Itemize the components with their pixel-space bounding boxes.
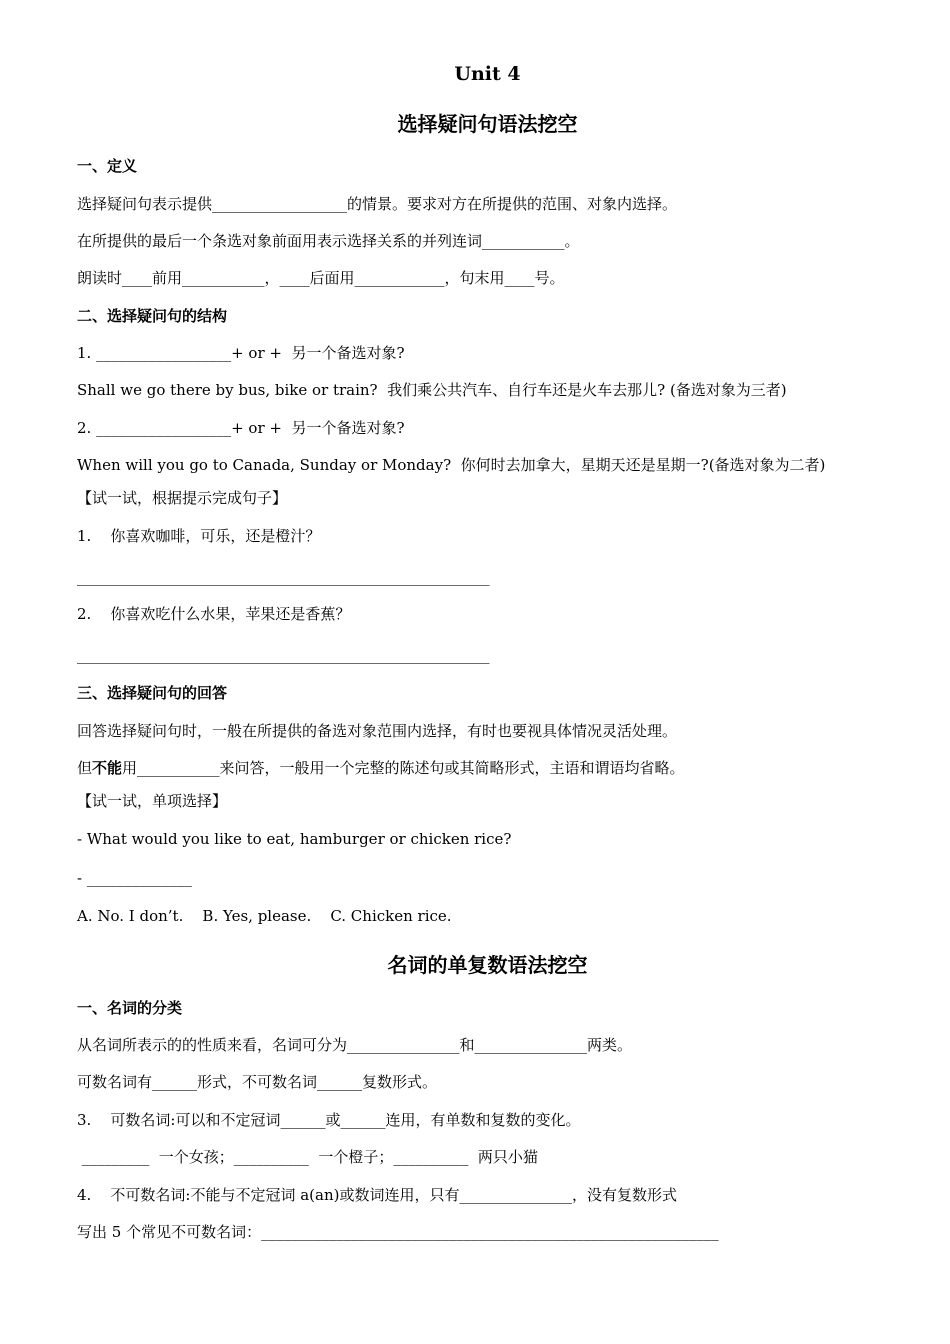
text-line: 1. __________________+ or + 另一个备选对象? (77, 344, 405, 362)
text-prefix: 但 (77, 759, 93, 777)
exercise-question: - What would you like to eat, hamburger or chicken rice? (77, 830, 512, 848)
answer-line[interactable]: - ______________ (77, 869, 192, 887)
text-line: 3. 可数名词:可以和不定冠词______或______连用，有单数和复数的变化。 (77, 1111, 581, 1129)
heading-definition: 一、定义 (77, 157, 138, 175)
heading-answers: 三、选择疑问句的回答 (77, 684, 228, 702)
answer-line[interactable]: _______________________________________________________ (77, 568, 490, 586)
exercise-label: 【试一试，单项选择】 (77, 792, 228, 810)
exercise-question: 1. 你喜欢咖啡，可乐，还是橙汁？ (77, 527, 321, 545)
text-line (77, 758, 685, 778)
text-line: 可数名词有______形式，不可数名词______复数形式。 (77, 1073, 438, 1091)
bold-emphasis: 不能 (92, 759, 123, 777)
text-line: 写出 5 个常见不可数名词：_____________________________________________________________ (77, 1223, 719, 1241)
section-title-nouns: 名词的单复数语法挖空 (387, 953, 588, 977)
section-title-choice-questions: 选择疑问句语法挖空 (397, 112, 578, 136)
answer-options: A. No. I don’t. B. Yes, please. C. Chicken rice. (77, 907, 452, 925)
exercise-question: 2. 你喜欢吃什么水果，苹果还是香蕉？ (77, 605, 351, 623)
text-line: _________ 一个女孩；__________ 一个橙子；__________ 两只小猫 (77, 1148, 538, 1166)
text-line: 从名词所表示的的性质来看，名词可分为_______________和_______________两类。 (77, 1036, 633, 1054)
exercise-label: 【试一试，根据提示完成句子】 (77, 489, 288, 507)
text-line: 朗读时____前用___________，____后面用____________，句末用____号。 (77, 269, 565, 287)
heading-noun-classification: 一、名词的分类 (77, 999, 183, 1017)
text-line: 4. 不可数名词:不能与不定冠词 a(an)或数词连用，只有_______________，没有复数形式 (77, 1186, 677, 1204)
unit-title: Unit 4 (454, 63, 521, 85)
text-line: When will you go to Canada, Sunday or Monday? 你何时去加拿大，星期天还是星期一?(备选对象为二者) (77, 456, 826, 474)
answer-line[interactable]: _______________________________________________________ (77, 646, 490, 664)
text-line: 选择疑问句表示提供__________________的情景。要求对方在所提供的范围、对象内选择。 (77, 195, 678, 213)
text-line: 回答选择疑问句时，一般在所提供的备选对象范围内选择，有时也要视具体情况灵活处理。 (77, 722, 678, 740)
text-line: 2. __________________+ or + 另一个备选对象? (77, 419, 405, 437)
text-suffix: 用___________来问答，一般用一个完整的陈述句或其简略形式，主语和谓语均省略。 (122, 759, 685, 777)
heading-structure: 二、选择疑问句的结构 (77, 307, 228, 325)
text-line: Shall we go there by bus, bike or train? 我们乘公共汽车、自行车还是火车去那儿? (备选对象为三者) (77, 381, 787, 399)
text-line: 在所提供的最后一个条选对象前面用表示选择关系的并列连词___________。 (77, 232, 580, 250)
